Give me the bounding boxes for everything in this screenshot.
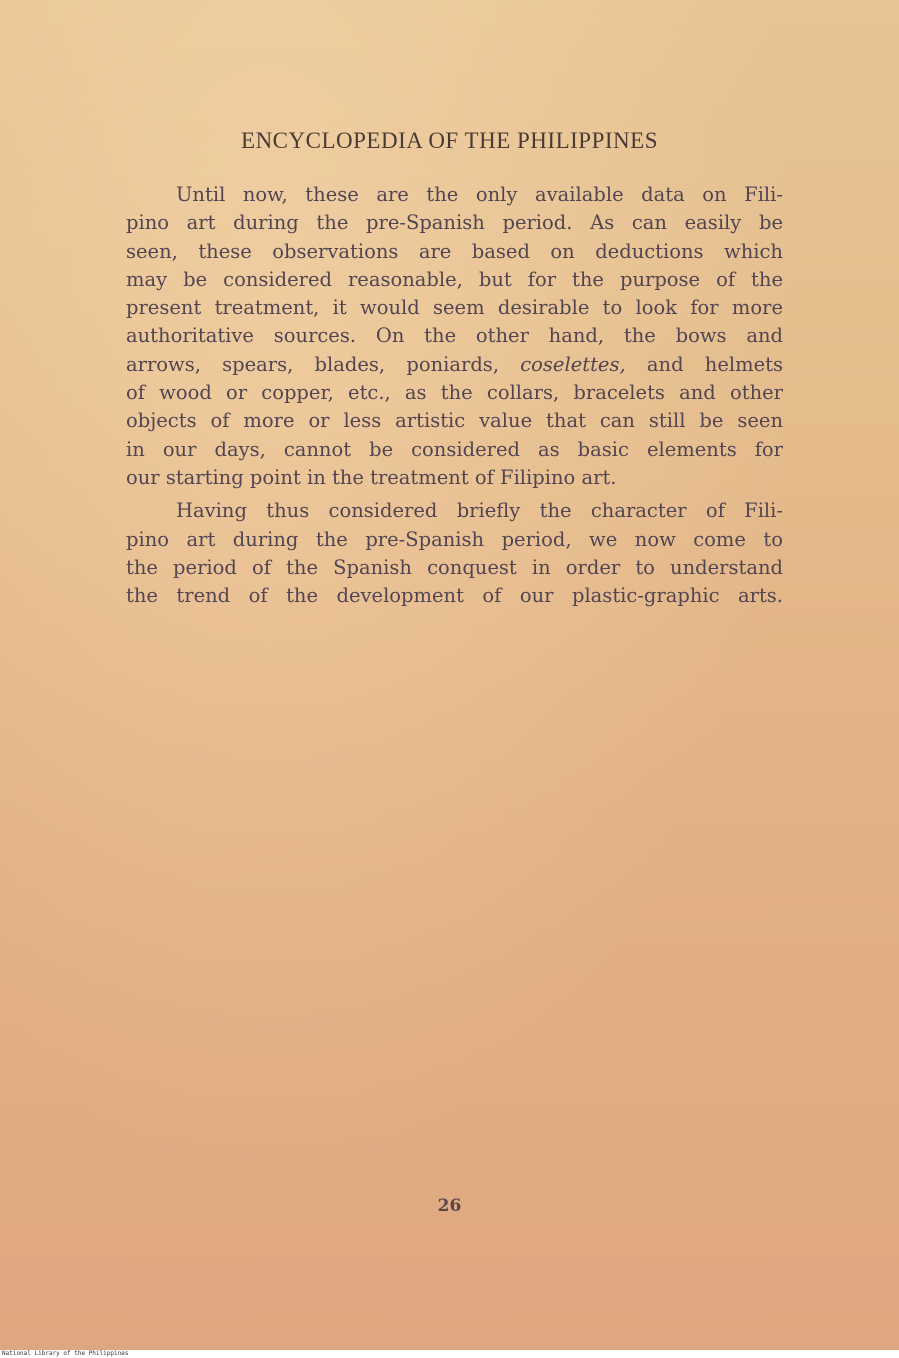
text-line: pino art during the pre-Spanish period. As can easily be [126,211,783,235]
text-line: the period of the Spanish conquest in order to understand [126,555,783,579]
library-credit: National Library of the Philippines [0,1350,899,1358]
text-line-with-italic [126,351,783,379]
text-line: present treatment, it would seem desirable to look for more [126,296,783,320]
text-line: in our days, cannot be considered as basic elements for [126,437,783,461]
text-line: seen, these observations are based on deductions which [126,239,783,263]
text-line: authoritative sources. On the other hand, the bows and [126,324,783,348]
text-line: of wood or copper, etc., as the collars, bracelets and other [126,381,783,405]
running-header: ENCYCLOPEDIA OF THE PHILIPPINES [241,128,658,153]
body-text [126,181,783,610]
text-line: our starting point in the treatment of Filipino art. [126,465,617,489]
page-number: 26 [437,1196,462,1216]
text-line: the trend of the development of our plastic-graphic arts. [126,584,783,608]
text-line: pino art during the pre-Spanish period, we now come to [126,527,783,551]
text-segment: and helmets [625,352,783,376]
text-line: Until now, these are the only available data on Fili- [176,183,783,206]
paragraph-1 [126,181,783,492]
italic-term: coselettes, [520,352,626,376]
text-line: may be considered reasonable, but for the purpose of the [126,267,783,291]
paragraph-2 [126,497,783,610]
text-line: objects of more or less artistic value that can still be seen [126,409,783,433]
text-line: Having thus considered briefly the character of Fili- [176,499,783,523]
text-segment: arrows, spears, blades, poniards, [126,352,521,376]
